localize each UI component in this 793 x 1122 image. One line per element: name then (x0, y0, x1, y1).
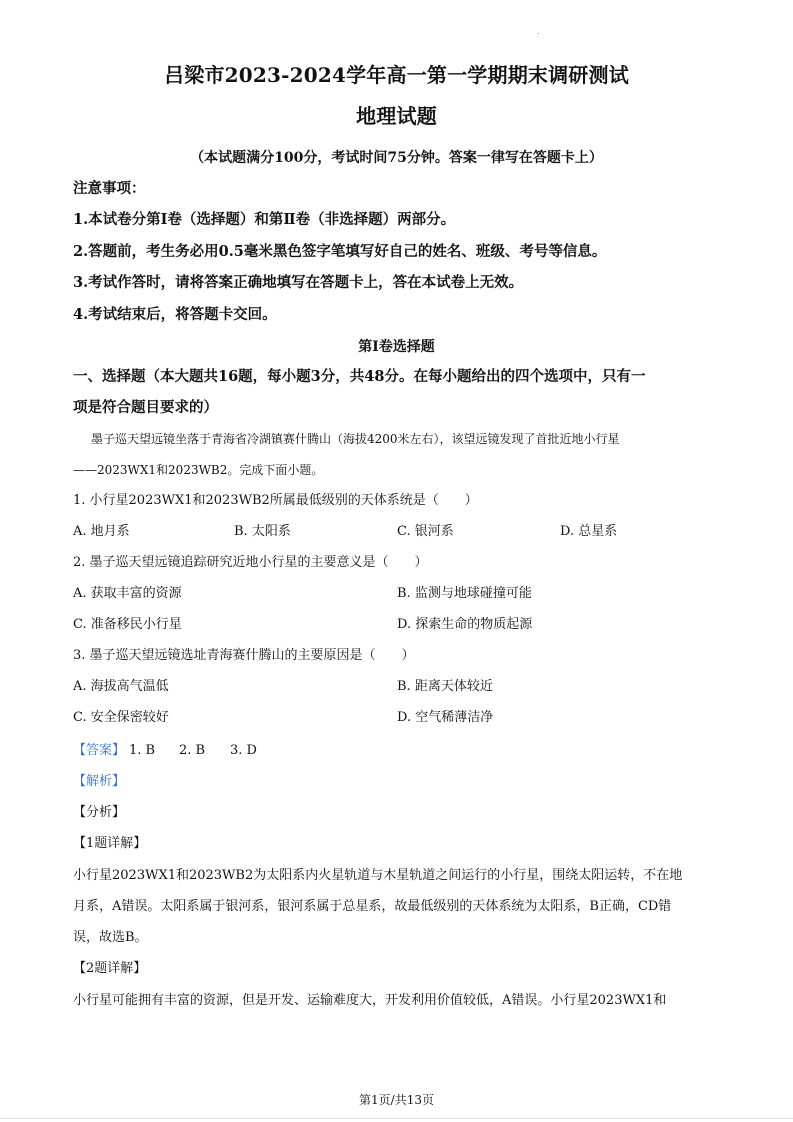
option-a: A. 地月系 (73, 524, 130, 539)
question-stem: 3. 墨子巡天望远镜选址青海赛什腾山的主要原因是（ ） (73, 648, 415, 663)
page-number: 第1页/共13页 (359, 1093, 434, 1107)
option-b: B. 距离天体较近 (397, 679, 493, 694)
note-item: 1.本试卷分第Ⅰ卷（选择题）和第Ⅱ卷（非选择题）两部分。 (73, 211, 456, 228)
note-item: 2.答题前，考生务必用0.5毫米黑色签字笔填写好自己的姓名、班级、考号等信息。 (73, 243, 607, 260)
bottom-rule (0, 1118, 793, 1119)
page-subtitle: 地理试题 (356, 104, 437, 128)
answer-value: 1. B (129, 743, 156, 758)
note-item: 3.考试作答时，请将答案正确地填写在答题卡上，答在本试卷上无效。 (73, 274, 524, 291)
exam-info: （本试题满分100分，考试时间75分钟。答案一律写在答题卡上） (190, 150, 603, 166)
option-b: B. 太阳系 (234, 524, 291, 539)
option-c: C. 银河系 (397, 524, 454, 539)
section-heading-line: 项是符合题目要求的） (73, 399, 218, 416)
q2-detail-line: 小行星可能拥有丰富的资源，但是开发、运输难度大，开发利用价值较低，A错误。小行星2023WX1和 (73, 993, 667, 1008)
question-stem: 1. 小行星2023WX1和2023WB2所属最低级别的天体系统是（ ） (73, 493, 478, 508)
option-d: D. 探索生命的物质起源 (397, 617, 533, 632)
fenxi-label: 【分析】 (73, 805, 126, 820)
q1-detail-line: 月系，A错误。太阳系属于银河系，银河系属于总星系，故最低级别的天体系统为太阳系，B正确，CD错 (73, 899, 672, 914)
part-title: 第Ⅰ卷选择题 (358, 339, 435, 355)
option-c: C. 准备移民小行星 (73, 617, 182, 632)
option-a: A. 获取丰富的资源 (73, 586, 182, 601)
speck-mark (538, 33, 539, 34)
option-d: D. 空气稀薄洁净 (397, 710, 494, 725)
option-b: B. 监测与地球碰撞可能 (397, 586, 532, 601)
passage-line: 墨子巡天望远镜坐落于青海省冷湖镇赛什腾山（海拔4200米左右），该望远镜发现了首批近地小行星 (91, 432, 620, 446)
option-a: A. 海拔高气温低 (73, 679, 169, 694)
question-stem: 2. 墨子巡天望远镜追踪研究近地小行星的主要意义是（ ） (73, 555, 428, 570)
q1-detail-line: 误，故选B。 (73, 930, 148, 945)
page-title: 吕梁市2023-2024学年高一第一学期期末调研测试 (164, 63, 629, 87)
answer-value: 2. B (179, 743, 206, 758)
q1-detail-line: 小行星2023WX1和2023WB2为太阳系内火星轨道与木星轨道之间运行的小行星，围绕太阳运转，不在地 (73, 868, 683, 883)
option-d: D. 总星系 (560, 524, 618, 539)
section-heading-line: 一、选择题（本大题共16题，每小题3分，共48分。在每小题给出的四个选项中，只有一 (73, 368, 646, 385)
option-c: C. 安全保密较好 (73, 710, 169, 725)
answer-label: 【答案】 (73, 743, 126, 758)
passage-line: ——2023WX1和2023WB2。完成下面小题。 (73, 463, 324, 477)
answer-value: 3. D (230, 743, 257, 758)
notes-heading: 注意事项： (73, 180, 146, 197)
q2-detail-heading: 【2题详解】 (73, 961, 147, 976)
note-item: 4.考试结束后，将答题卡交回。 (73, 306, 277, 323)
analysis-label: 【解析】 (73, 774, 126, 789)
q1-detail-heading: 【1题详解】 (73, 836, 147, 851)
